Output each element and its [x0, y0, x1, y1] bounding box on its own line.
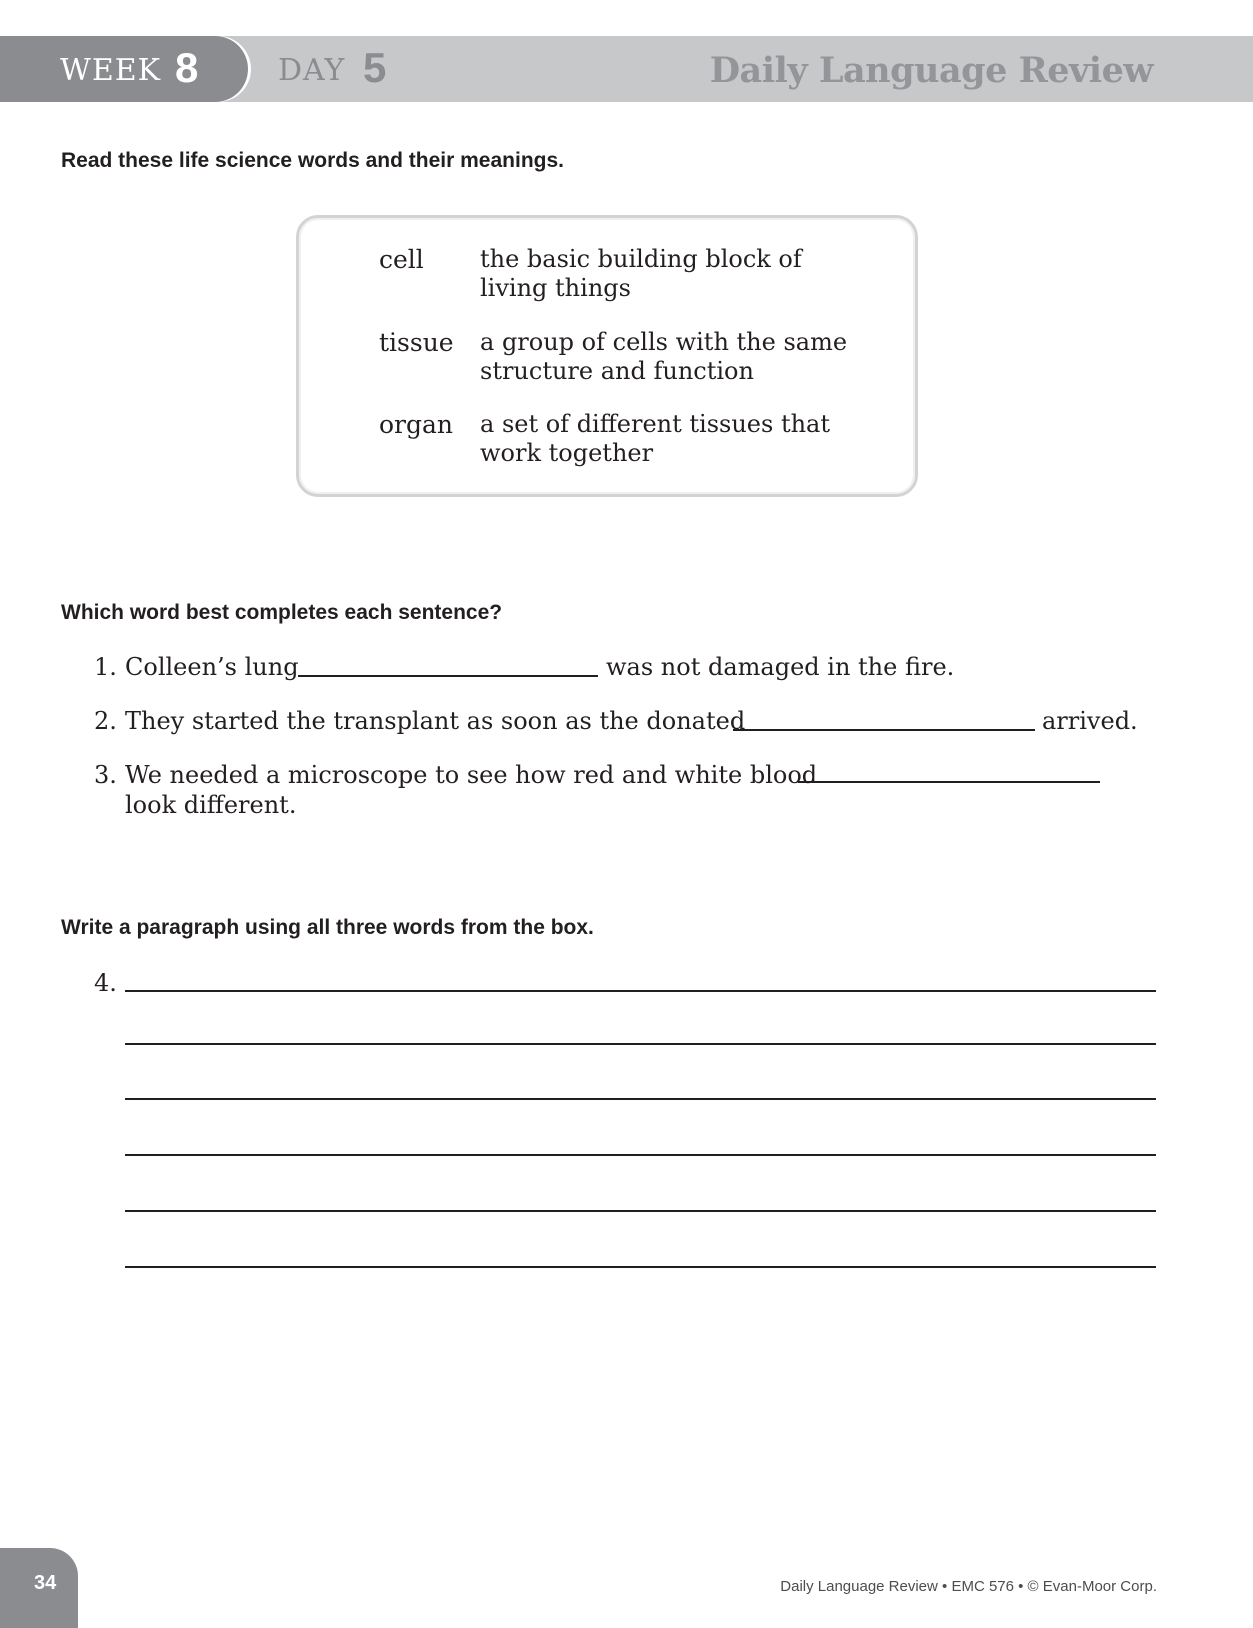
writing-line-2[interactable]: [125, 1043, 1156, 1045]
sentence-3-after: look different.: [125, 791, 297, 819]
answer-blank-1[interactable]: [298, 675, 598, 677]
instruction-read-words: Read these life science words and their meanings.: [61, 149, 564, 172]
item-number-4: 4.: [94, 969, 117, 997]
sentence-3-before: We needed a microscope to see how red and white blood: [125, 761, 818, 789]
item-number: 2.: [94, 707, 117, 735]
day-label: DAY: [278, 53, 346, 88]
sentence-2-after: arrived.: [1042, 707, 1138, 735]
writing-line-5[interactable]: [125, 1210, 1156, 1212]
writing-line-3[interactable]: [125, 1098, 1156, 1100]
day-number: 5: [363, 44, 387, 91]
vocab-definition-cell: the basic building block of living things: [480, 245, 802, 302]
week-number: 8: [175, 44, 199, 91]
week-label: WEEK: [60, 53, 162, 88]
item-number: 3.: [94, 761, 117, 789]
vocab-term-organ: organ: [379, 410, 454, 439]
instruction-write-paragraph: Write a paragraph using all three words from the box.: [61, 916, 594, 939]
vocab-definition-organ: a set of different tissues that work together: [480, 410, 831, 467]
page-number: 34: [34, 1572, 57, 1594]
sentence-1-after: was not damaged in the fire.: [606, 653, 955, 681]
footer-credit: Daily Language Review • EMC 576 • © Evan-Moor Corp.: [780, 1578, 1157, 1595]
vocab-term-cell: cell: [379, 245, 424, 274]
instruction-complete-sentence: Which word best completes each sentence?: [61, 601, 503, 624]
writing-line-6[interactable]: [125, 1266, 1156, 1268]
writing-line-4[interactable]: [125, 1154, 1156, 1156]
item-number: 1.: [94, 653, 117, 681]
header-title: Daily Language Review: [709, 50, 1153, 91]
vocab-term-tissue: tissue: [379, 328, 454, 357]
sentence-2-before: They started the transplant as soon as the donated: [125, 707, 746, 735]
sentence-1-before: Colleen’s lung: [125, 653, 299, 681]
answer-blank-3[interactable]: [798, 781, 1100, 783]
vocab-definition-tissue: a group of cells with the same structure and function: [480, 328, 848, 385]
answer-blank-2[interactable]: [733, 729, 1035, 731]
writing-line-1[interactable]: [125, 990, 1156, 992]
